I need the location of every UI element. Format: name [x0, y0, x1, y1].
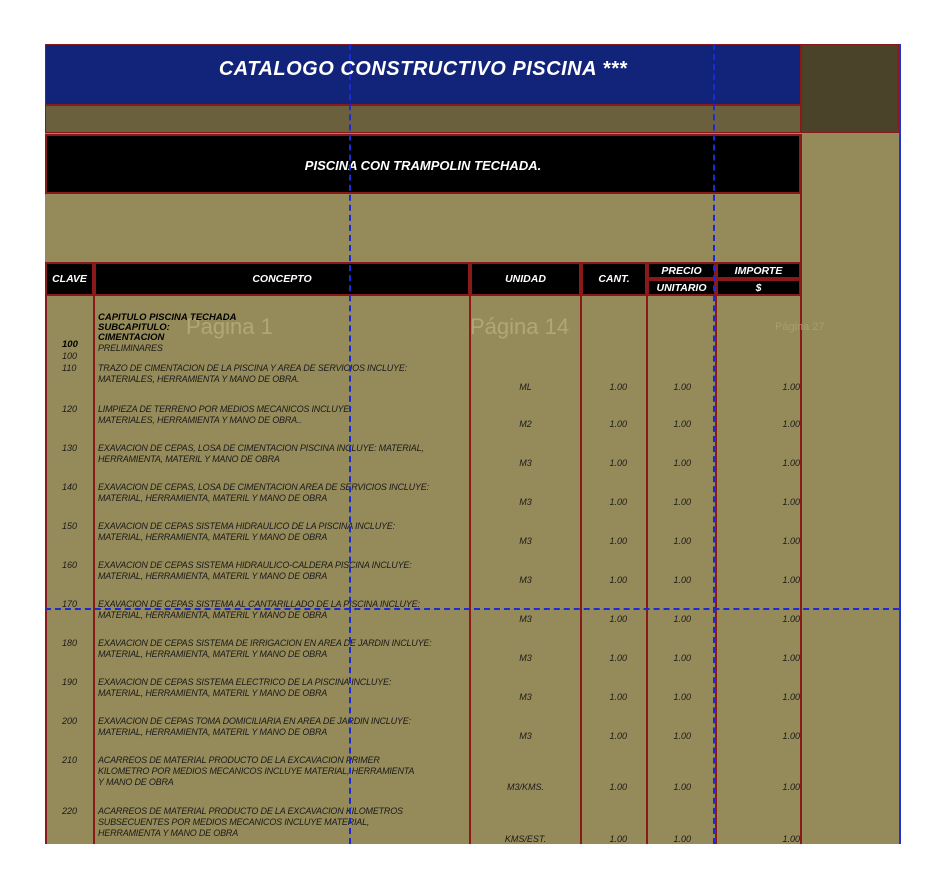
concepto-line: KILOMETRO POR MEDIOS MECANICOS INCLUYE MATERIAL, HERRAMIENTA	[98, 766, 415, 776]
concepto-line: MATERIAL, HERRAMIENTA, MATERIL Y MANO DE OBRA	[98, 532, 328, 542]
header-clave: CLAVE	[45, 262, 94, 296]
header-unidad: UNIDAD	[470, 262, 581, 296]
clave-cell: 150	[62, 521, 78, 531]
header-currency: $	[716, 279, 801, 296]
concepto-line: ACARREOS DE MATERIAL PRODUCTO DE LA EXCAVACION PRIMER	[98, 755, 380, 765]
concepto-line: MATERIALES, HERRAMIENTA Y MANO DE OBRA..	[98, 415, 302, 425]
precio-cell: 1.00	[673, 497, 691, 507]
clave-cell: 100	[62, 351, 78, 361]
importe-cell: 1.00	[782, 419, 800, 429]
clave-cell: 190	[62, 677, 78, 687]
importe-cell: 1.00	[782, 575, 800, 585]
cant-cell: 1.00	[609, 834, 627, 844]
precio-cell: 1.00	[673, 614, 691, 624]
clave-cell: 180	[62, 638, 78, 648]
precio-cell: 1.00	[673, 536, 691, 546]
column-divider	[646, 296, 648, 844]
page-break-line	[45, 608, 899, 610]
clave-cell: 120	[62, 404, 78, 414]
header-unitario: UNITARIO	[647, 279, 716, 296]
cant-cell: 1.00	[609, 497, 627, 507]
clave-cell: 170	[62, 599, 78, 609]
concepto-line: EXAVACION DE CEPAS SISTEMA HIDRAULICO DE LA PISCINA INCLUYE:	[98, 521, 395, 531]
cant-cell: 1.00	[609, 782, 627, 792]
unidad-cell: M2	[519, 419, 532, 429]
cant-cell: 1.00	[609, 575, 627, 585]
clave-cell: 210	[62, 755, 78, 765]
concepto-line: SUBSECUENTES POR MEDIOS MECANICOS INCLUYE MATERIAL,	[98, 817, 370, 827]
column-divider	[45, 296, 47, 844]
concepto-line: HERRAMIENTA, MATERIL Y MANO DE OBRA	[98, 454, 280, 464]
precio-cell: 1.00	[673, 575, 691, 585]
importe-cell: 1.00	[782, 382, 800, 392]
importe-cell: 1.00	[782, 731, 800, 741]
importe-cell: 1.00	[782, 458, 800, 468]
unidad-cell: M3/KMS.	[506, 782, 544, 792]
header-cant: CANT.	[581, 262, 647, 296]
importe-cell: 1.00	[782, 782, 800, 792]
page-watermark: Página 1	[186, 314, 273, 339]
cant-cell: 1.00	[609, 536, 627, 546]
cant-cell: 1.00	[609, 419, 627, 429]
column-divider	[800, 134, 802, 844]
concepto-line: LIMPIEZA DE TERRENO POR MEDIOS MECANICOS INCLUYE:	[98, 404, 352, 414]
chapter-title: CAPITULO PISCINA TECHADA	[98, 312, 237, 323]
clave-cell: 160	[62, 560, 78, 570]
precio-cell: 1.00	[673, 419, 691, 429]
cant-cell: 1.00	[609, 458, 627, 468]
clave-cell: 130	[62, 443, 78, 453]
concepto-line: MATERIAL, HERRAMIENTA, MATERIL Y MANO DE OBRA	[98, 727, 328, 737]
clave-cell: 140	[62, 482, 78, 492]
concepto-line: MATERIAL, HERRAMIENTA, MATERIL Y MANO DE OBRA	[98, 649, 328, 659]
concepto-line: EXAVACION DE CEPAS SISTEMA AL CANTARILLADO DE LA PISCINA INCLUYE:	[98, 599, 420, 609]
precio-cell: 1.00	[673, 382, 691, 392]
subchapter-label: SUBCAPITULO:	[98, 322, 170, 333]
importe-cell: 1.00	[782, 692, 800, 702]
unidad-cell: M3	[519, 614, 532, 624]
subtitle: PISCINA CON TRAMPOLIN TECHADA.	[304, 158, 542, 173]
page-border-right	[899, 44, 901, 844]
precio-cell: 1.00	[673, 782, 691, 792]
concepto-line: ACARREOS DE MATERIAL PRODUCTO DE LA EXCAVACION KILOMETROS	[98, 806, 403, 816]
cant-cell: 1.00	[609, 614, 627, 624]
concepto-line: MATERIAL, HERRAMIENTA, MATERIL Y MANO DE OBRA	[98, 610, 328, 620]
cant-cell: 1.00	[609, 731, 627, 741]
precio-cell: 1.00	[673, 458, 691, 468]
concepto-line: EXAVACION DE CEPAS, LOSA DE CIMENTACION AREA DE SERVICIOS INCLUYE:	[98, 482, 429, 492]
page-watermark: Página 27	[775, 321, 825, 333]
header-importe: IMPORTE	[716, 262, 801, 279]
unidad-cell: M3	[519, 575, 532, 585]
clave-cell: 200	[62, 716, 78, 726]
cant-cell: 1.00	[609, 692, 627, 702]
importe-cell: 1.00	[782, 653, 800, 663]
column-divider	[715, 296, 717, 844]
importe-cell: 1.00	[782, 834, 800, 844]
header-concepto: CONCEPTO	[94, 262, 470, 296]
concepto-line: MATERIALES, HERRAMIENTA Y MANO DE OBRA.	[98, 374, 300, 384]
column-divider	[93, 296, 95, 844]
unidad-cell: M3	[519, 731, 532, 741]
header-precio: PRECIO	[647, 262, 716, 279]
section-cimentacion: CIMENTACION	[98, 332, 165, 343]
concepto-line: MATERIAL, HERRAMIENTA, MATERIL Y MANO DE OBRA	[98, 571, 328, 581]
importe-cell: 1.00	[782, 536, 800, 546]
concepto-line: EXAVACION DE CEPAS SISTEMA DE IRRIGACION EN AREA DE JARDIN INCLUYE:	[98, 638, 432, 648]
unidad-cell: ML	[519, 382, 532, 392]
concepto-line: Y MANO DE OBRA	[98, 777, 174, 787]
concepto-line: EXAVACION DE CEPAS TOMA DOMICILIARIA EN AREA DE JARDIN INCLUYE:	[98, 716, 411, 726]
precio-cell: 1.00	[673, 653, 691, 663]
concepto-line: TRAZO DE CIMENTACION DE LA PISCINA Y AREA DE SERVICIOS INCLUYE:	[98, 363, 407, 373]
column-divider	[580, 296, 582, 844]
column-divider	[469, 296, 471, 844]
section-preliminares: PRELIMINARES	[98, 343, 163, 353]
precio-cell: 1.00	[673, 834, 691, 844]
cant-cell: 1.00	[609, 382, 627, 392]
concepto-line: MATERIAL, HERRAMIENTA, MATERIL Y MANO DE OBRA	[98, 688, 328, 698]
unidad-cell: M3	[519, 497, 532, 507]
unidad-cell: M3	[519, 653, 532, 663]
concepto-line: EXAVACION DE CEPAS SISTEMA ELECTRICO DE LA PISCINA INCLUYE:	[98, 677, 392, 687]
corner-block	[801, 44, 899, 133]
importe-cell: 1.00	[782, 497, 800, 507]
precio-cell: 1.00	[673, 692, 691, 702]
clave-cell: 220	[62, 806, 78, 816]
concepto-line: EXAVACION DE CEPAS SISTEMA HIDRAULICO-CALDERA PISCINA INCLUYE:	[98, 560, 412, 570]
page-watermark: Página 14	[470, 314, 570, 339]
unidad-cell: M3	[519, 458, 532, 468]
page-break-line	[713, 44, 715, 844]
unidad-cell: M3	[519, 692, 532, 702]
separator-strip	[45, 105, 801, 133]
clave-cell: 110	[62, 363, 77, 373]
page-break-line	[349, 44, 351, 844]
cant-cell: 1.00	[609, 653, 627, 663]
concepto-line: HERRAMIENTA Y MANO DE OBRA	[98, 828, 238, 838]
precio-cell: 1.00	[673, 731, 691, 741]
concepto-line: MATERIAL, HERRAMIENTA, MATERIL Y MANO DE OBRA	[98, 493, 328, 503]
clave-cell: 100	[62, 339, 78, 350]
concepto-line: EXAVACION DE CEPAS, LOSA DE CIMENTACION PISCINA INCLUYE: MATERIAL,	[98, 443, 424, 453]
unidad-cell: M3	[519, 536, 532, 546]
page-title: CATALOGO CONSTRUCTIVO PISCINA ***	[218, 58, 628, 80]
importe-cell: 1.00	[782, 614, 800, 624]
unidad-cell: KMS/EST.	[504, 834, 547, 844]
